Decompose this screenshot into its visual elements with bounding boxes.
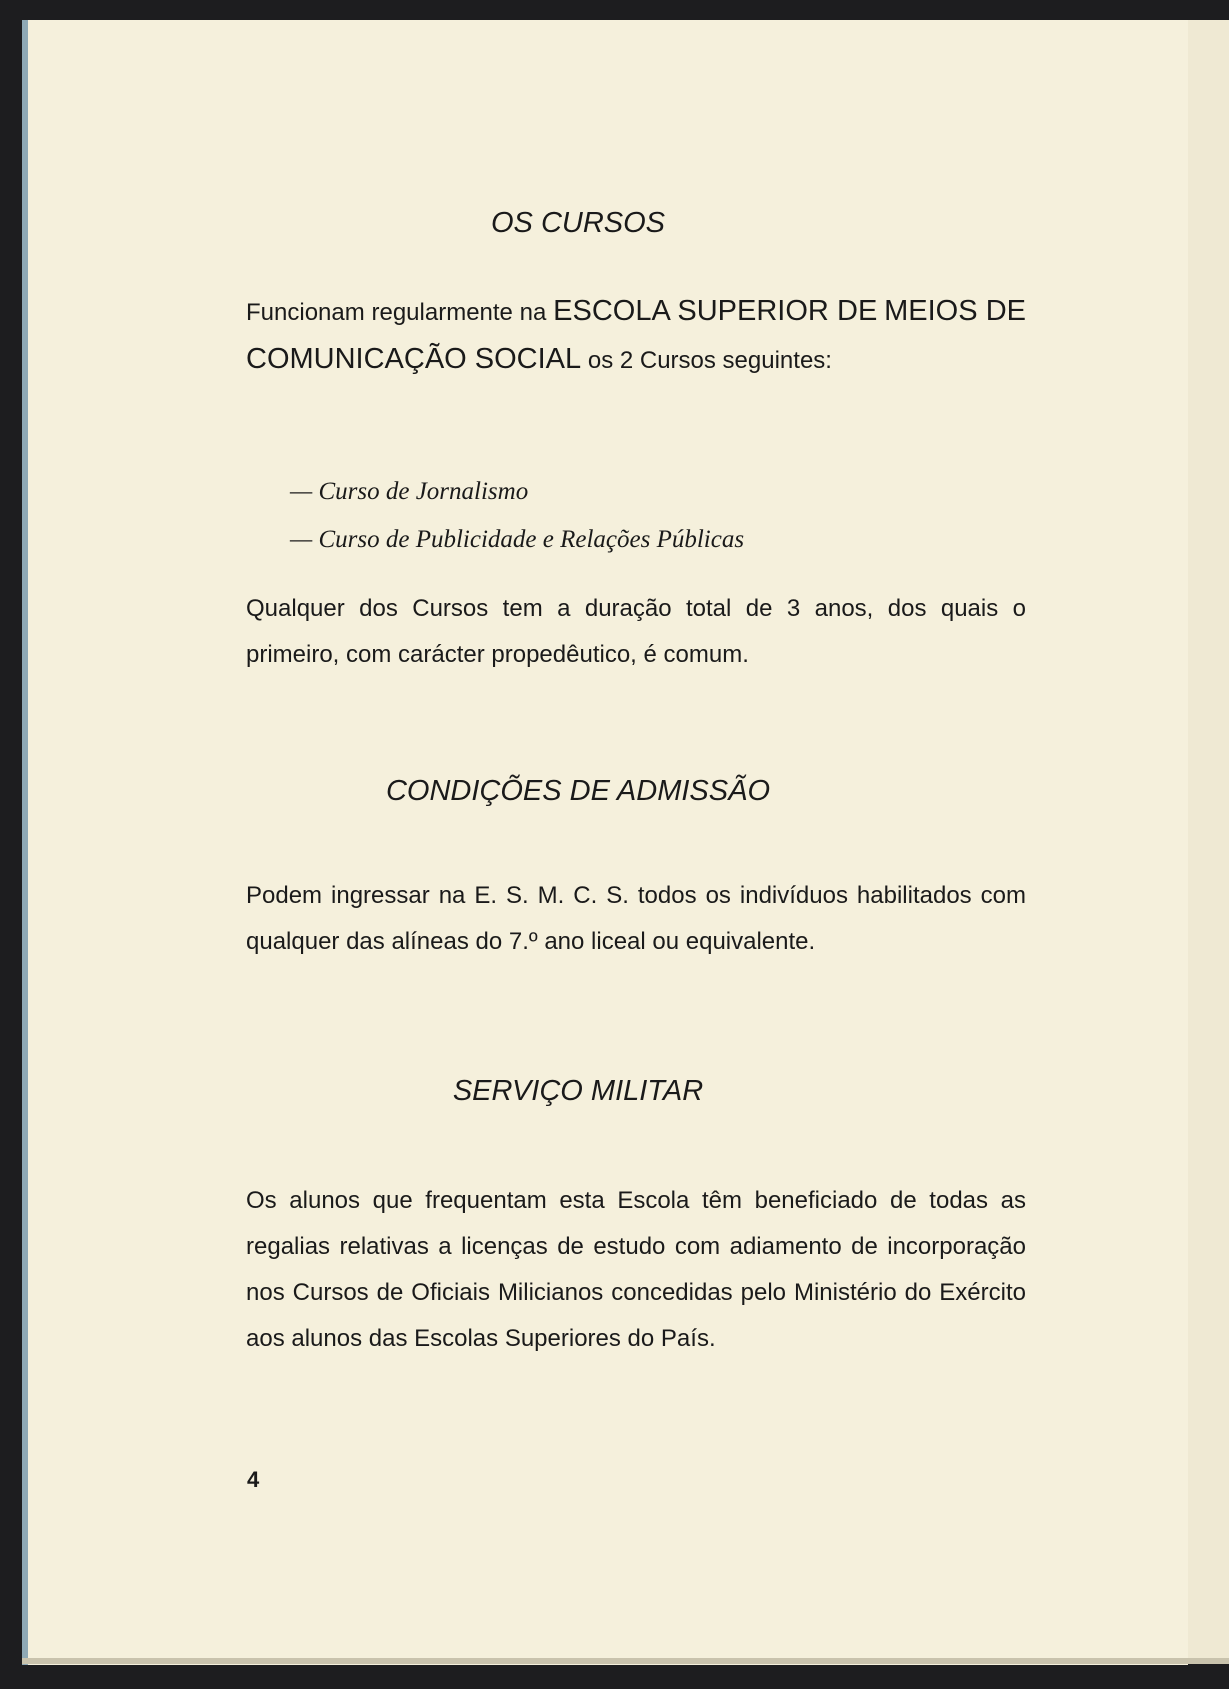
heading-os-cursos: OS CURSOS: [490, 207, 666, 239]
paragraph-admissao: Podem ingressar na E. S. M. C. S. todos os indivíduos habilitados com qualquer das alíneas do 7.º ano liceal ou equivalente.: [246, 882, 1026, 955]
intro-text-part1: Funcionam regularmente na: [246, 299, 554, 326]
paragraph-servico-militar: Os alunos que frequentam esta Escola têm beneficiado de todas as regalias relativas a licenças de estudo com adiamento de incorporação nos Cursos de Oficiais Milicianos concedidas pelo Ministério do Exército aos alunos das Escolas Superiores do País.: [246, 1187, 1026, 1352]
heading-servico-militar: SERVIÇO MILITAR: [452, 1075, 704, 1107]
intro-school-line1: ESCOLA SUPERIOR DE: [553, 295, 878, 327]
page-number: 4: [247, 1467, 260, 1492]
document-page: [22, 20, 1188, 1665]
paragraph-cursos-intro: [246, 288, 1026, 384]
course-item-publicidade: — Curso de Publicidade e Relações Públicas: [290, 526, 745, 553]
course-list: [290, 468, 744, 564]
course-item-jornalismo: — Curso de Jornalismo: [290, 478, 529, 505]
intro-text-part2: os 2 Cursos seguintes:: [581, 347, 832, 374]
page-bottom-edge: [22, 1658, 1229, 1664]
adjacent-page-edge: [1185, 20, 1229, 1660]
paragraph-duracao: Qualquer dos Cursos tem a duração total de 3 anos, dos quais o primeiro, com carácter propedêutico, é comum.: [246, 595, 1026, 668]
page-content: [28, 20, 1188, 1665]
intro-school-line2: MEIOS DE COMUNICAÇÃO SOCIAL: [246, 295, 1026, 375]
heading-condicoes-admissao: CONDIÇÕES DE ADMISSÃO: [385, 775, 771, 807]
